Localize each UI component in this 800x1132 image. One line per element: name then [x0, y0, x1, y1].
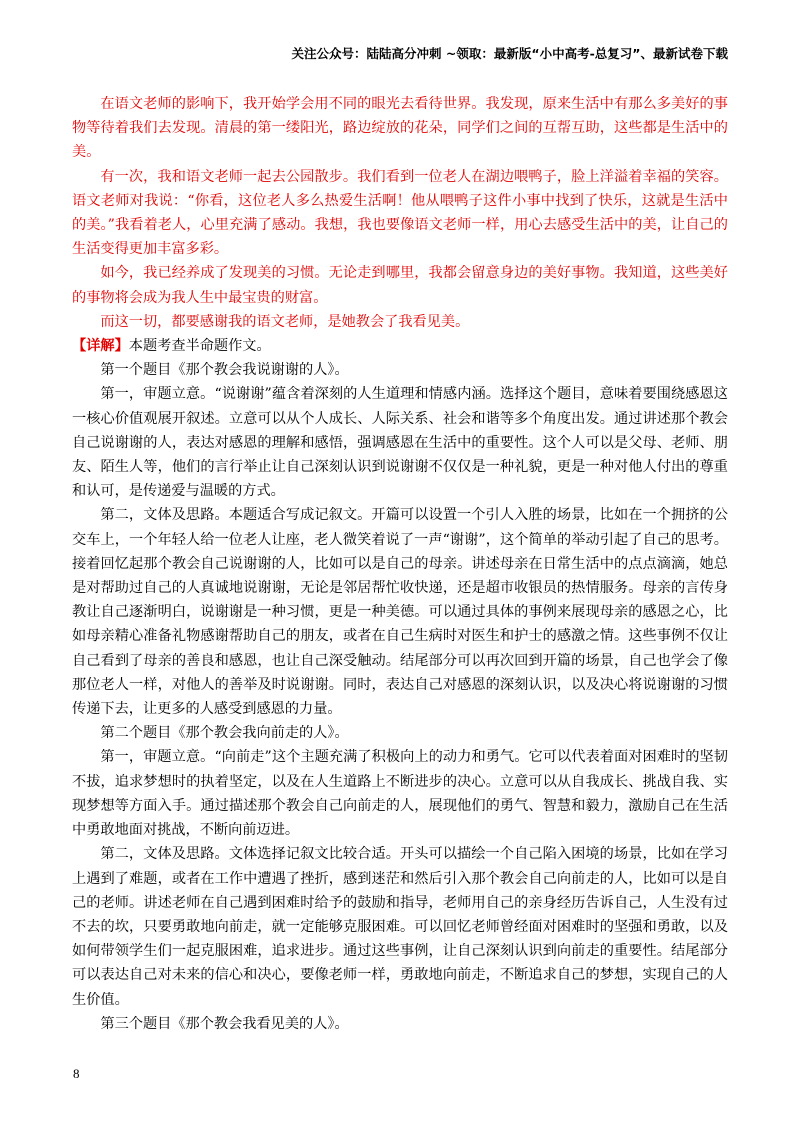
- essay-paragraph-3: 如今，我已经养成了发现美的习惯。无论走到哪里，我都会留意身边的美好事物。我知道，这些美好的事物将会成为我人生中最宝贵的财富。: [72, 265, 728, 306]
- topic-2-title: 第二个题目《那个教会我向前走的人》。: [100, 725, 349, 742]
- document-body: [72, 92, 728, 1036]
- topic-1-title: 第一个题目《那个教会我说谢谢的人》。: [100, 362, 349, 379]
- topic-2-paragraph-2: 第二，文体及思路。文体选择记叙文比较合适。开头可以描绘一个自己陷入困境的场景，比如在学习上遇到了难题，或者在工作中遭遇了挫折，感到迷茫和然后引入那个教会自己向前走的人，比如可以是自己的老师。讲述老师在自己遇到困难时给予的鼓励和指导，老师用自己的亲身经历告诉自己，人生没有过不去的坎，只要勇敢地向前走，就一定能够克服困难。可以回忆老师曾经面对困难时的坚强和勇敢，以及如何带领学生们一起克服困难，追求进步。通过这些事例，让自己深刻认识到向前走的重要性。结尾部分可以表达自己对未来的信心和决心，要像老师一样，勇敢地向前走，不断追求自己的梦想，实现自己的人生价值。: [72, 846, 728, 1008]
- page-number: 8: [73, 1066, 80, 1081]
- detail-intro-line: [72, 334, 728, 358]
- page-header: 关注公众号：陆陆高分冲刺 ~领取：最新版“小中高考-总复习”、最新试卷下载: [291, 46, 728, 61]
- essay-paragraph-2: 有一次，我和语文老师一起去公园散步。我们看到一位老人在湖边喂鸭子，脸上洋溢着幸福的笑容。语文老师对我说：“你看，这位老人多么热爱生活啊！他从喂鸭子这件小事中找到了快乐，这就是生活中的美。”我看着老人，心里充满了感动。我想，我也要像语文老师一样，用心去感受生活中的美，让自己的生活变得更加丰富多彩。: [72, 168, 728, 258]
- essay-paragraph-4: 而这一切，都要感谢我的语文老师，是她教会了我看见美。: [100, 313, 470, 330]
- essay-paragraph-1: 在语文老师的影响下，我开始学会用不同的眼光去看待世界。我发现，原来生活中有那么多美好的事物等待着我们去发现。清晨的第一缕阳光，路边绽放的花朵，同学们之间的互帮互助，这些都是生活中的美。: [72, 96, 728, 161]
- detail-intro: 本题考查半命题作文。: [128, 338, 271, 355]
- topic-1-paragraph-1: 第一，审题立意。“说谢谢”蕴含着深刻的人生道理和情感内涵。选择这个题目，意味着要围绕感恩这一核心价值观展开叙述。立意可以从个人成长、人际关系、社会和谐等多个角度出发。通过讲述那个教会自己说谢谢的人，表达对感恩的理解和感悟，强调感恩在生活中的重要性。这个人可以是父母、老师、朋友、陌生人等，他们的言行举止让自己深刻认识到说谢谢不仅仅是一种礼貌，更是一种对他人付出的尊重和认可，是传递爱与温暖的方式。: [72, 386, 728, 500]
- topic-2-paragraph-1: 第一，审题立意。“向前走”这个主题充满了积极向上的动力和勇气。它可以代表着面对困难时的坚韧不拔，追求梦想时的执着坚定，以及在人生道路上不断进步的决心。立意可以从自我成长、挑战自我、实现梦想等方面入手。通过描述那个教会自己向前走的人，展现他们的勇气、智慧和毅力，激励自己在生活中勇敢地面对挑战，不断向前迈进。: [72, 749, 728, 839]
- topic-1-paragraph-2: 第二，文体及思路。本题适合写成记叙文。开篇可以设置一个引人入胜的场景，比如在一个拥挤的公交车上，一个年轻人给一位老人让座，老人微笑着说了一声“谢谢”，这个简单的举动引起了自己的思考。接着回忆起那个教会自己说谢谢的人，比如可以是自己的母亲。讲述母亲在日常生活中的点点滴滴，她总是对帮助过自己的人真诚地说谢谢，无论是邻居帮忙收快递，还是超市收银员的热情服务。母亲的言传身教让自己逐渐明白，说谢谢是一种习惯，更是一种美德。可以通过具体的事例来展现母亲的感恩之心，比如母亲精心准备礼物感谢帮助自己的朋友，或者在自己生病时对医生和护士的感激之情。这些事例不仅让自己看到了母亲的善良和感恩，也让自己深受触动。结尾部分可以再次回到开篇的场景，自己也学会了像那位老人一样，对他人的善举及时说谢谢。同时，表达自己对感恩的深刻认识，以及决心将说谢谢的习惯传递下去，让更多的人感受到感恩的力量。: [72, 507, 728, 718]
- detail-label: 【详解】: [72, 338, 129, 355]
- topic-3-title: 第三个题目《那个教会我看见美的人》。: [100, 1015, 349, 1032]
